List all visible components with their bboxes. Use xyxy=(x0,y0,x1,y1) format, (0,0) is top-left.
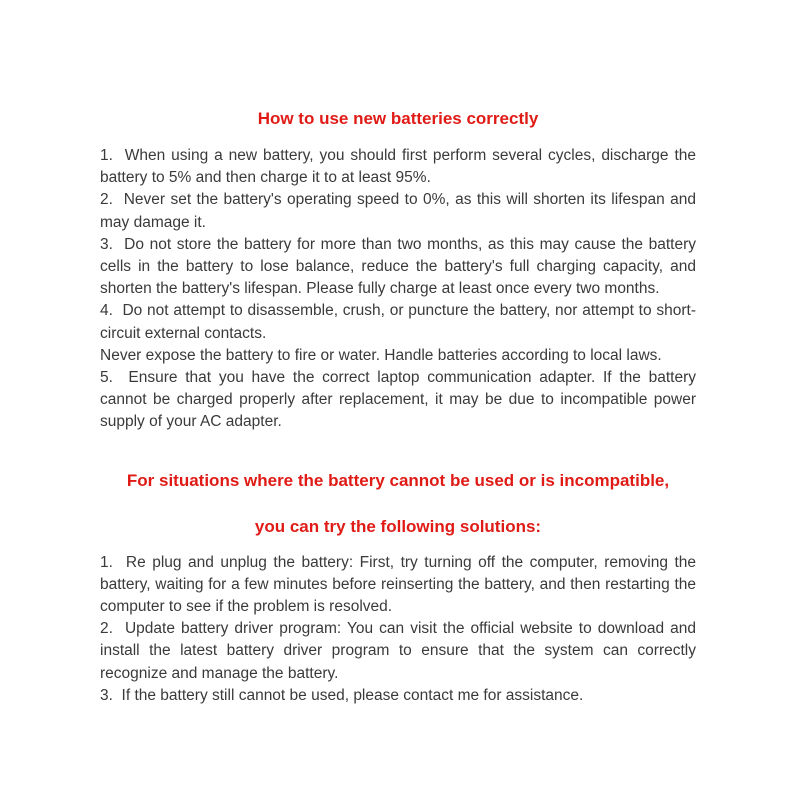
instruction-item-1: 1. When using a new battery, you should first perform several cycles, discharge the battery to 5% and then charge it to at least 95%. xyxy=(100,147,696,187)
instruction-item-4: 4. Do not attempt to disassemble, crush, or puncture the battery, nor attempt to short-circuit external contacts. xyxy=(100,302,696,342)
instruction-item-2: 2. Never set the battery's operating speed to 0%, as this will shorten its lifespan and may damage it. xyxy=(100,191,696,231)
solution-item-1: 1. Re plug and unplug the battery: First, try turning off the computer, removing the battery, waiting for a few minutes before reinserting the battery, and then restarting the computer to see if the problem is resolved. xyxy=(100,553,696,616)
instruction-item-3: 3. Do not store the battery for more than two months, as this may cause the battery cells in the battery to lose balance, reduce the battery's full charging capacity, and shorten the battery's lifespan. Please fully charge at least once every two months. xyxy=(100,235,696,298)
section2-title-line2: you can try the following solutions: xyxy=(254,516,542,536)
section1-title: How to use new batteries correctly xyxy=(257,109,539,128)
instruction-note: Never expose the battery to fire or water. Handle batteries according to local laws. xyxy=(100,346,662,364)
solution-item-3: 3. If the battery still cannot be used, please contact me for assistance. xyxy=(100,686,584,704)
section2-title-line1: For situations where the battery cannot be used or is incompatible, xyxy=(126,470,670,490)
instruction-item-5: 5. Ensure that you have the correct laptop communication adapter. If the battery cannot be charged properly after replacement, it may be due to incompatible power supply of your AC adapter. xyxy=(100,369,696,431)
solution-item-2: 2. Update battery driver program: You can visit the official website to download and install the latest battery driver program to ensure that the system can correctly recognize and manage the battery. xyxy=(100,620,696,682)
